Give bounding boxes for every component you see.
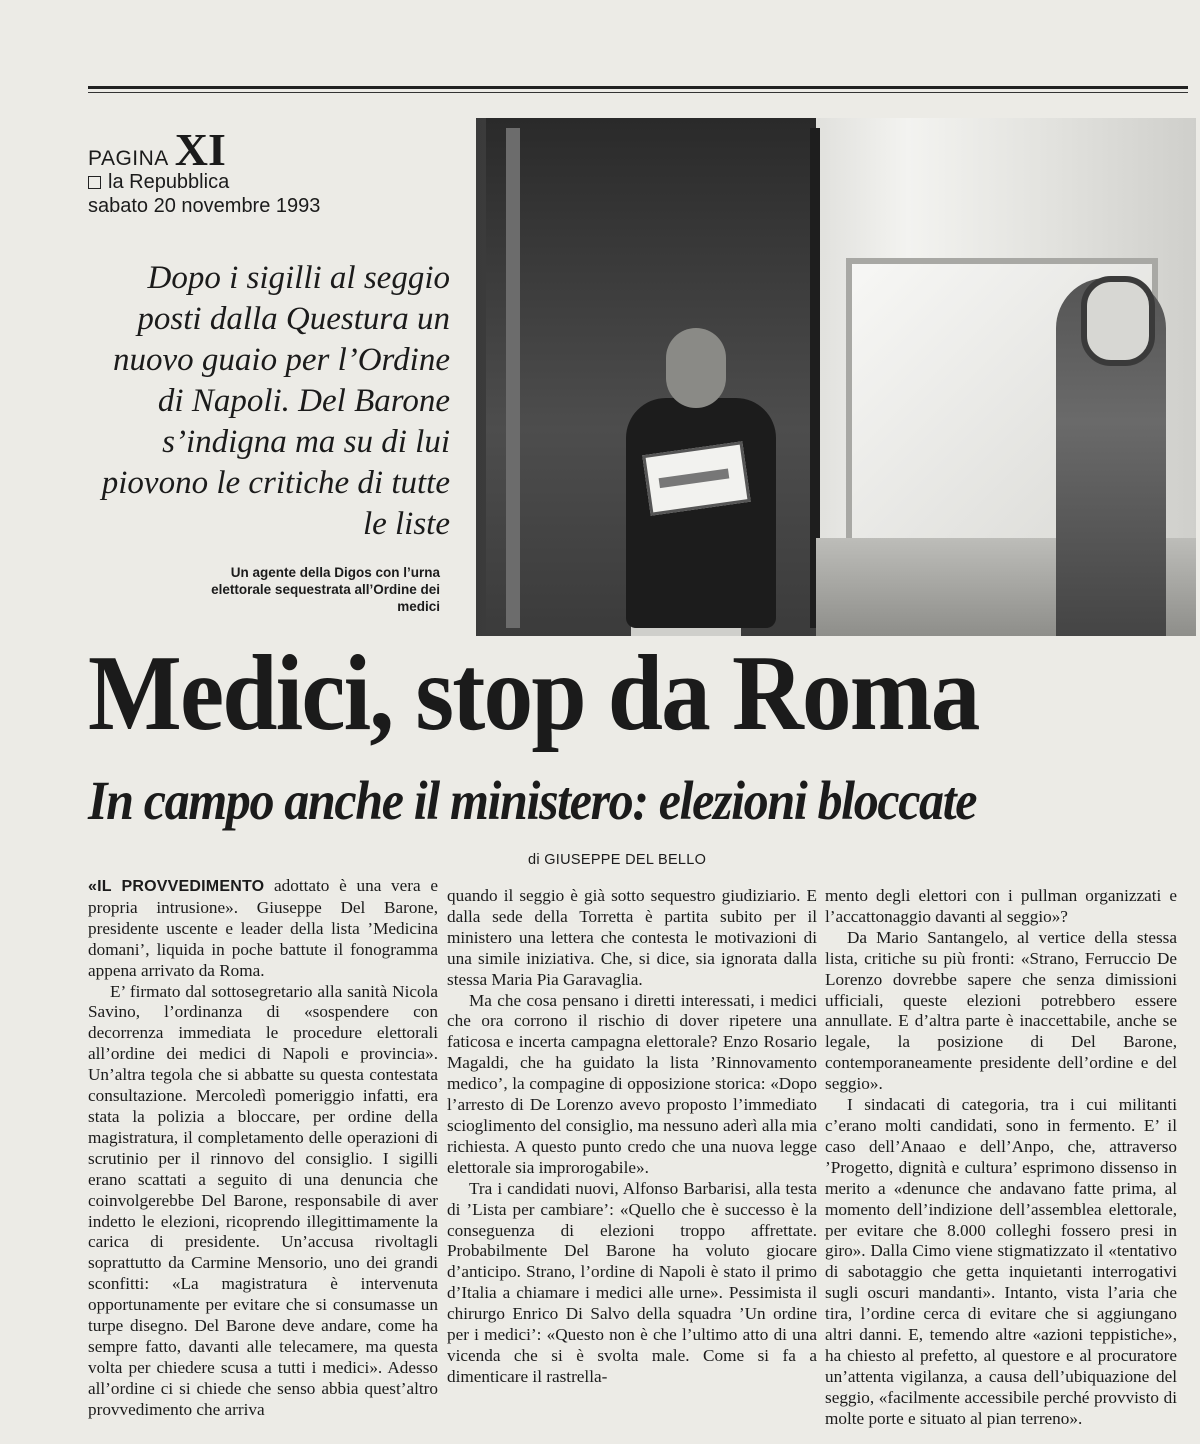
article-column-2 <box>447 886 817 1388</box>
article-column-3 <box>825 886 1177 1430</box>
article-column-1 <box>88 876 438 1421</box>
photo-caption: Un agente della Digos con l’urna elettorale sequestrata all’Ordine dei medici <box>211 565 440 614</box>
photo-agent-head <box>666 328 726 408</box>
pagina-number: XI <box>174 124 226 175</box>
newspaper-name: la Repubblica <box>108 171 230 193</box>
publication-date: sabato 20 novembre 1993 <box>88 195 321 217</box>
photo-woman-head <box>1081 276 1155 366</box>
lead-caps: «IL PROVVEDIMENTO <box>88 878 265 895</box>
article-paragraph: E’ firmato dal sottosegretario alla sanità Nicola Savino, l’ordinanza di «sospendere con decorrenza immediata le procedure elettorali all’ordine dei medici di Napoli e provincia». Un’altra tegola che si abbatte su questa contestata consultazione. Mercoledì pomeriggio infatti, era stata la polizia a bloccare, per ordine della magistratura, il completamento delle operazioni di scrutinio per il rinnovo del consiglio. I sigilli erano scattati a seguito di una denuncia che coinvolgerebbe Del Barone, responsabile di aver indetto le elezioni, ricoprendo illegittimamente la carica di presidente. Un’accusa rivoltagli soprattutto da Carmine Mensorio, uno dei grandi sconfitti: «La magistratura è intervenuta opportunamente per evitare che si consumasse un turpe disegno. Del Barone deve andare, come ha sempre fatto, davanti alle telecamere, ma questa volta per chiedere scusa a tutti i medici». Adesso all’ordine ci si chiede che senso abbia quest’altro provvedimento che arriva <box>88 981 438 1419</box>
article-paragraph: Ma che cosa pensano i diretti interessati, i medici che ora corrono il rischio di dover ripetere una faticosa e incerta campagna elettorale? Enzo Rosario Magaldi, che ha guidato la lista ’Rinnovamento medico’, la compagine di opposizione storica: «Dopo l’arresto di De Lorenzo avevo proposto l’immediato scioglimento del consiglio, ma nessuno aderì alla mia richiesta. A questo punto credo che una nuova legge elettorale sia improrogabile». <box>447 990 817 1177</box>
article-paragraph: mento degli elettori con i pullman organizzati e l’accattonaggio davanti al seggio»? <box>825 886 1177 926</box>
news-photo <box>476 118 1196 636</box>
photo-agent-body <box>626 398 776 628</box>
article-paragraph <box>88 876 438 982</box>
kicker-summary: Dopo i sigilli al seggio posti dalla Questura un nuovo guaio per l’Ordine di Napoli. Del Barone s’indigna ma su di lui piovono le critiche di tutte le liste <box>101 260 450 542</box>
subheadline: In campo anche il ministero: elezioni bloccate <box>88 770 977 831</box>
article-paragraph: Tra i candidati nuovi, Alfonso Barbarisi, alla testa di ’Lista per cambiare’: «Quello che è successo è la conseguenza di elezioni troppo affrettate. Probabilmente Del Barone ha voluto giocare d’anticipo. Strano, l’ordine di Napoli è stato il primo d’Italia a chiamare i medici alle urne». Pessimista il chirurgo Enrico Di Salvo della squadra ’Un ordine per i medici’: «Questo non è che l’ultimo atto di una vicenda che si è svolta male. Come si fa a dimenticare il rastrella- <box>447 1178 817 1386</box>
article-paragraph: I sindacati di categoria, tra i cui militanti c’erano molti candidati, sono in fermento. E’ il caso dell’Anaao e dell’Anpo, che, attraverso ’Progetto, dignità e cultura’ esprimono dissenso in merito a «denunce che andavano fatte prima, al momento dell’indizione dell’assemblea elettorale, per evitare che 8.000 colleghi fossero presi in giro». Dalla Cimo viene stigmatizzato il «tentativo di sabotaggio che getta inquietanti interrogativi sugli oscuri mandanti». Intanto, vista l’aria che tira, l’ordine cerca di evitare che si aggiungano altri danni. E, temendo altre «azioni teppistiche», ha chiesto al prefetto, al questore e al procuratore un’attenta vigilanza, a causa dell’ubiquazione del seggio, «facilmente accessibile perché provvisto di molte porte e situato al pian terreno». <box>825 1095 1177 1428</box>
square-bullet-icon <box>88 176 101 189</box>
article-paragraph: Da Mario Santangelo, al vertice della stessa lista, critiche su più fronti: «Strano, Ferruccio De Lorenzo dovrebbe sapere che senza dimissioni ufficiali, queste elezioni potrebbero essere annullate. E d’altra parte è inaccettabile, anche se legale, la posizione di Del Barone, contemporaneamente presidente dell’ordine e del seggio». <box>825 927 1177 1094</box>
article-paragraph: quando il seggio è già sotto sequestro giudiziario. E dalla sede della Torretta è partita subito per il ministero una lettera che contesta le motivazioni di una simile iniziativa. Che, si dice, sia ignorata dalla stessa Maria Pia Garavaglia. <box>447 886 817 989</box>
page-number-line <box>88 124 418 175</box>
pagina-label: PAGINA <box>88 147 169 170</box>
page-masthead <box>88 124 418 218</box>
headline: Medici, stop da Roma <box>88 634 979 753</box>
top-rule <box>88 86 1188 93</box>
newspaper-line <box>88 171 418 194</box>
byline: di GIUSEPPE DEL BELLO <box>528 852 707 868</box>
article-lead-text: adottato è una vera e propria intrusione». Giuseppe Del Barone, presidente uscente e leader della lista ’Medicina domani’, liquida in poche battute il fonogramma appena arrivato da Roma. <box>88 876 438 980</box>
